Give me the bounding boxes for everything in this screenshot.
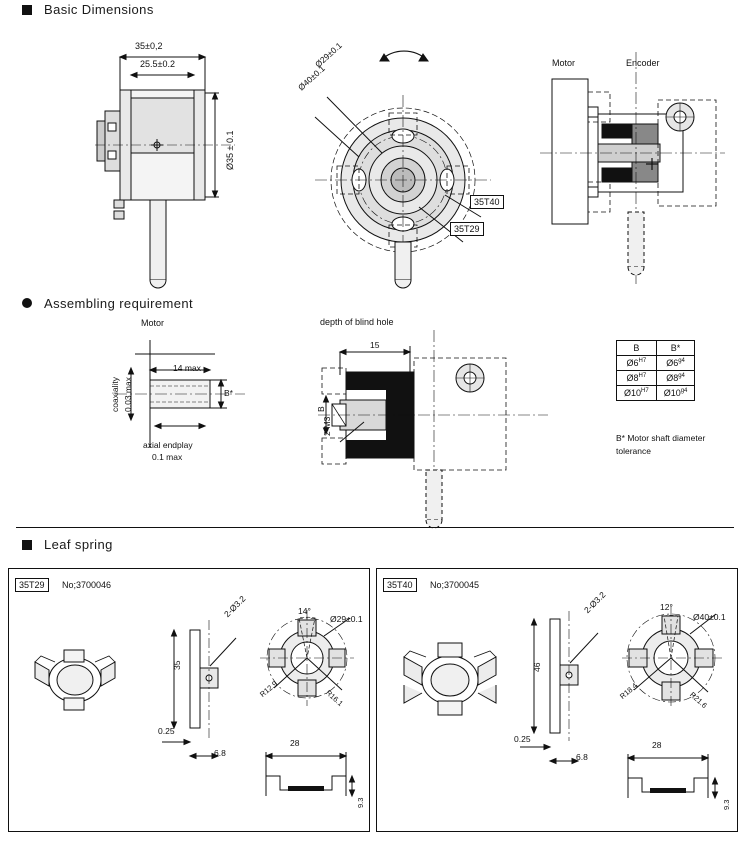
figure-blind-hole-section bbox=[318, 330, 548, 530]
table-row bbox=[617, 356, 695, 371]
dim-leaf-right-height: 46 bbox=[532, 662, 542, 672]
dim-leaf-left-68: 6.8 bbox=[214, 748, 226, 758]
figure-leaf-spring-bottom-35t29 bbox=[258, 742, 363, 812]
value-axial-endplay: 0.1 max bbox=[152, 452, 183, 462]
table-row bbox=[617, 386, 695, 401]
dim-front-outer-diameter: Ø40±0.1 bbox=[296, 63, 327, 93]
label-motor-assembly: Motor bbox=[141, 318, 165, 328]
label-motor-mounting: Motor bbox=[552, 58, 576, 68]
label-blind-hole-depth: depth of blind hole bbox=[320, 317, 394, 327]
dim-leaf-left-025: 0.25 bbox=[158, 726, 175, 736]
bullet-dot-assembling-requirement bbox=[22, 298, 32, 308]
divider-leaf-spring bbox=[16, 527, 734, 528]
dim-leaf-right-93: 9.3 bbox=[722, 799, 731, 810]
value-blind-hole-depth: 15 bbox=[370, 340, 380, 350]
dim-leaf-right-28: 28 bbox=[652, 740, 662, 750]
radius-leaf-right-inner: R18.4 bbox=[618, 681, 640, 701]
bore-tolerance-table bbox=[616, 340, 695, 401]
cell-bstar-6: $Ø6^{g4}$ bbox=[656, 356, 695, 371]
figure-leaf-spring-bottom-35t40 bbox=[620, 744, 728, 814]
angle-leaf-right: 12° bbox=[660, 602, 673, 612]
figure-mounting-section bbox=[540, 52, 725, 287]
value-coaxiality: 0.03 max bbox=[123, 377, 133, 412]
dim-side-diameter: Ø35 ± 0.1 bbox=[225, 130, 235, 170]
cell-b-8: $Ø8^{H7}$ bbox=[617, 371, 657, 386]
table-header-bstar: B* bbox=[656, 341, 695, 356]
angle-leaf-left: 14° bbox=[298, 606, 311, 616]
callout-35t29: 35T29 bbox=[450, 222, 484, 236]
label-coaxiality: coaxiality bbox=[110, 377, 120, 412]
bullet-square-basic-dimensions bbox=[22, 5, 32, 15]
dim-leaf-right-68: 6.8 bbox=[576, 752, 588, 762]
cell-bstar-10: $Ø10^{g4}$ bbox=[656, 386, 695, 401]
dim-side-inner-width: 25.5±0.2 bbox=[140, 59, 175, 69]
table-note-bstar: B* Motor shaft diameter tolerance bbox=[616, 433, 706, 456]
dim-side-outer-width: 35±0,2 bbox=[135, 41, 163, 51]
section-title-assembling-requirement: Assembling requirement bbox=[44, 296, 193, 311]
section-title-basic-dimensions: Basic Dimensions bbox=[44, 2, 154, 17]
figure-side-view bbox=[95, 35, 265, 290]
bullet-square-leaf-spring bbox=[22, 540, 32, 550]
radius-leaf-left-outer: R16.1 bbox=[323, 688, 345, 709]
label-encoder-mounting: Encoder bbox=[626, 58, 660, 68]
cell-b-6: $Ø6^{H7}$ bbox=[617, 356, 657, 371]
cell-bstar-8: $Ø8^{g4}$ bbox=[656, 371, 695, 386]
callout-35t40: 35T40 bbox=[470, 195, 504, 209]
table-row bbox=[617, 371, 695, 386]
part-no-35t29: No;3700046 bbox=[62, 580, 112, 590]
figure-leaf-spring-3d-35t40 bbox=[390, 635, 510, 725]
radius-leaf-left-inner: R12.9 bbox=[258, 679, 280, 699]
dim-leaf-left-height: 35 bbox=[172, 660, 182, 670]
tag-35t40: 35T40 bbox=[383, 578, 417, 592]
part-no-35t40: No;3700045 bbox=[430, 580, 480, 590]
label-thread-2-m3: 2-M3 bbox=[322, 416, 332, 436]
dim-b-star-shaft: B* bbox=[224, 388, 233, 398]
label-axial-endplay: axial endplay bbox=[143, 440, 193, 450]
dim-leaf-right-025: 0.25 bbox=[514, 734, 531, 744]
section-title-leaf-spring: Leaf spring bbox=[44, 537, 113, 552]
dim-leaf-left-circle: Ø29±0.1 bbox=[330, 614, 363, 624]
dim-leaf-left-28: 28 bbox=[290, 738, 300, 748]
dim-leaf-right-circle: Ø40±0.1 bbox=[693, 612, 726, 622]
dim-leaf-left-holes: 2-Ø3.2 bbox=[222, 593, 248, 620]
dim-leaf-left-93: 9.3 bbox=[356, 797, 365, 808]
figure-leaf-spring-3d-35t29 bbox=[20, 640, 130, 720]
radius-leaf-right-outer: R21.6 bbox=[687, 690, 709, 711]
cell-b-10: $Ø10^{H7}$ bbox=[617, 386, 657, 401]
table-header-b: B bbox=[617, 341, 657, 356]
dim-length-max: 14 max bbox=[173, 363, 201, 373]
tag-35t29: 35T29 bbox=[15, 578, 49, 592]
dim-leaf-right-holes: 2-Ø3.2 bbox=[582, 589, 608, 616]
dim-b-bore: B bbox=[316, 406, 326, 412]
dim-front-bolt-circle: Ø29±0.1 bbox=[313, 40, 344, 70]
